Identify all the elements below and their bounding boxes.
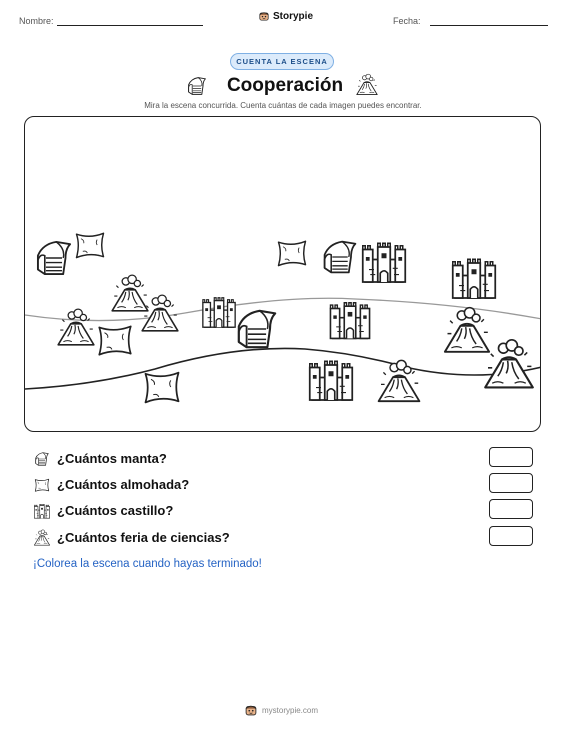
answer-box-castle[interactable]	[489, 499, 533, 519]
volcano-icon	[33, 529, 51, 547]
castle-icon	[203, 298, 235, 327]
answer-box-volcano[interactable]	[489, 526, 533, 546]
castle-icon	[453, 259, 496, 298]
question-text: ¿Cuántos manta?	[57, 451, 167, 466]
color-scene-note: ¡Colorea la escena cuando hayas terminado!	[33, 558, 262, 570]
blanket-icon	[325, 242, 356, 273]
footer	[244, 703, 318, 717]
blanket-icon	[33, 450, 51, 468]
blanket-icon	[38, 242, 70, 274]
pillow-icon	[146, 373, 179, 403]
brand-name: Storypie	[273, 10, 314, 22]
storypie-mascot-icon	[244, 703, 258, 717]
pillow-icon	[33, 476, 51, 494]
date-field[interactable]	[430, 25, 548, 26]
blanket-icon	[239, 311, 275, 347]
question-row-blanket	[33, 449, 538, 469]
name-label: Nombre:	[19, 16, 54, 26]
question-row-castle	[33, 501, 538, 521]
question-text: ¿Cuántos castillo?	[57, 503, 174, 518]
question-row-pillow	[33, 475, 538, 495]
name-field[interactable]	[57, 25, 203, 26]
scene-illustration	[25, 117, 541, 432]
volcano-icon	[112, 275, 148, 311]
near-hill-line	[25, 348, 541, 389]
pillow-icon	[279, 241, 306, 265]
question-row-volcano	[33, 528, 538, 548]
pillow-icon	[77, 233, 104, 257]
answer-box-blanket[interactable]	[489, 447, 533, 467]
date-label: Fecha:	[393, 16, 421, 26]
question-text: ¿Cuántos feria de ciencias?	[57, 530, 230, 545]
volcano-icon	[379, 360, 420, 401]
castle-icon	[330, 303, 369, 339]
castle-icon	[33, 502, 51, 520]
pillow-icon	[99, 326, 131, 354]
question-text: ¿Cuántos almohada?	[57, 477, 190, 492]
title-blanket-icon	[185, 74, 209, 98]
volcano-icon	[485, 340, 533, 388]
instructions: Mira la escena concurrida. Cuenta cuántas de cada imagen puedes encontrar.	[144, 101, 422, 110]
scene-count-badge: CUENTA LA ESCENA	[230, 53, 334, 70]
volcano-icon	[142, 295, 178, 331]
castle-icon	[363, 243, 406, 282]
brand-logo	[258, 10, 313, 22]
storypie-mascot-icon	[258, 10, 270, 22]
volcano-icon	[58, 309, 94, 345]
busy-scene	[24, 116, 541, 432]
title-volcano-icon	[355, 73, 379, 97]
volcano-icon	[445, 308, 489, 352]
footer-url[interactable]: mystorypie.com	[262, 705, 319, 715]
castle-icon	[310, 361, 353, 400]
answer-box-pillow[interactable]	[489, 473, 533, 493]
page-title: Cooperación	[226, 75, 344, 96]
